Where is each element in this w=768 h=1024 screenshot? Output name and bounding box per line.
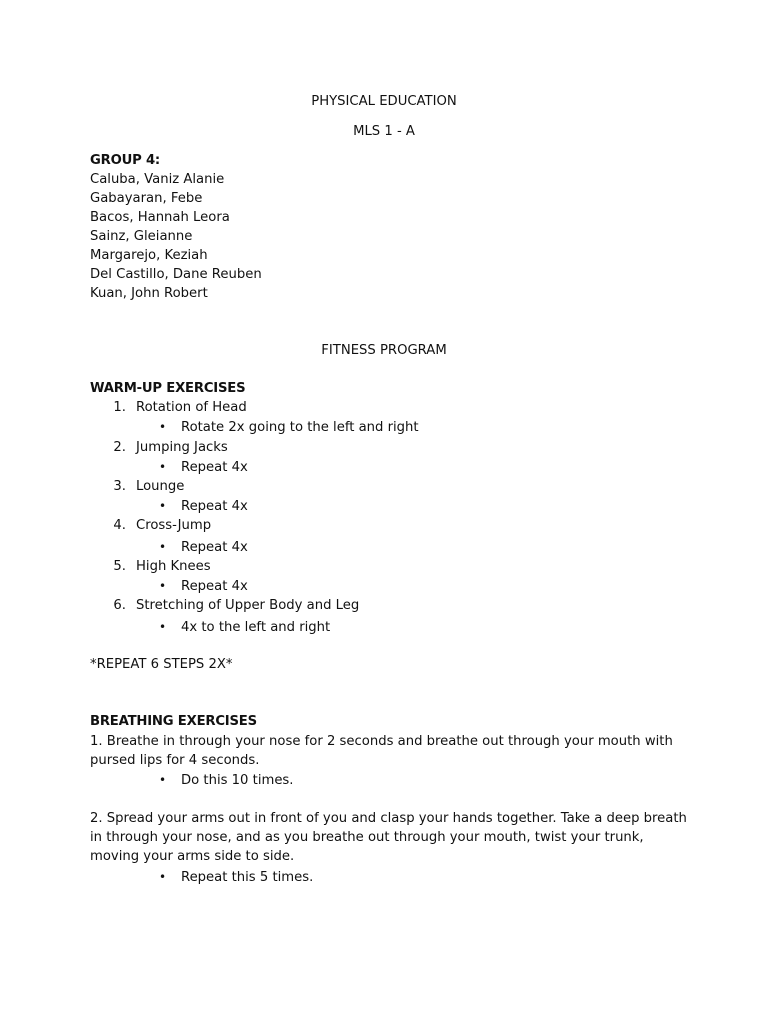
bullet-icon: • <box>159 420 167 434</box>
item-detail: Repeat 4x <box>181 579 248 594</box>
item-number: 6. <box>113 598 126 613</box>
item-number: 1. <box>113 400 126 415</box>
group-member: Kuan, John Robert <box>90 286 208 301</box>
item-number: 3. <box>113 479 126 494</box>
group-member: Del Castillo, Dane Reuben <box>90 267 262 282</box>
item-detail: Do this 10 times. <box>181 773 294 788</box>
item-detail: Repeat 4x <box>181 540 248 555</box>
bullet-icon: • <box>159 460 167 474</box>
program-title: FITNESS PROGRAM <box>321 343 447 358</box>
breathing-heading: BREATHING EXERCISES <box>90 714 257 729</box>
bullet-icon: • <box>159 579 167 593</box>
item-name: High Knees <box>136 559 211 574</box>
item-detail: Repeat 4x <box>181 460 248 475</box>
group-label: GROUP 4: <box>90 153 161 168</box>
bullet-icon: • <box>159 620 167 634</box>
group-member: Margarejo, Keziah <box>90 248 208 263</box>
item-name: Cross-Jump <box>136 518 212 533</box>
item-detail: 4x to the left and right <box>181 620 331 635</box>
item-number: 4. <box>113 518 126 533</box>
item-detail: Rotate 2x going to the left and right <box>181 420 419 435</box>
bullet-icon: • <box>159 540 167 554</box>
class-section: MLS 1 - A <box>353 124 415 139</box>
bullet-icon: • <box>159 870 167 884</box>
item-detail: Repeat this 5 times. <box>181 870 314 885</box>
item-text-line: 2. Spread your arms out in front of you and clasp your hands together. Take a deep breath <box>90 811 687 826</box>
item-text-line: pursed lips for 4 seconds. <box>90 753 260 768</box>
item-text-line: in through your nose, and as you breathe out through your mouth, twist your trunk, <box>90 830 644 845</box>
item-detail: Repeat 4x <box>181 499 248 514</box>
item-name: Jumping Jacks <box>136 440 228 455</box>
item-text-line: 1. Breathe in through your nose for 2 seconds and breathe out through your mouth with <box>90 734 673 749</box>
item-name: Rotation of Head <box>136 400 247 415</box>
item-text-line: moving your arms side to side. <box>90 849 295 864</box>
item-number: 2. <box>113 440 126 455</box>
warmup-heading: WARM-UP EXERCISES <box>90 381 246 396</box>
group-member: Bacos, Hannah Leora <box>90 210 230 225</box>
item-name: Lounge <box>136 479 185 494</box>
bullet-icon: • <box>159 773 167 787</box>
group-member: Gabayaran, Febe <box>90 191 203 206</box>
group-member: Caluba, Vaniz Alanie <box>90 172 225 187</box>
group-member: Sainz, Gleianne <box>90 229 193 244</box>
bullet-icon: • <box>159 499 167 513</box>
item-name: Stretching of Upper Body and Leg <box>136 598 360 613</box>
repeat-note: *REPEAT 6 STEPS 2X* <box>90 657 233 672</box>
item-number: 5. <box>113 559 126 574</box>
page-title: PHYSICAL EDUCATION <box>311 94 457 109</box>
